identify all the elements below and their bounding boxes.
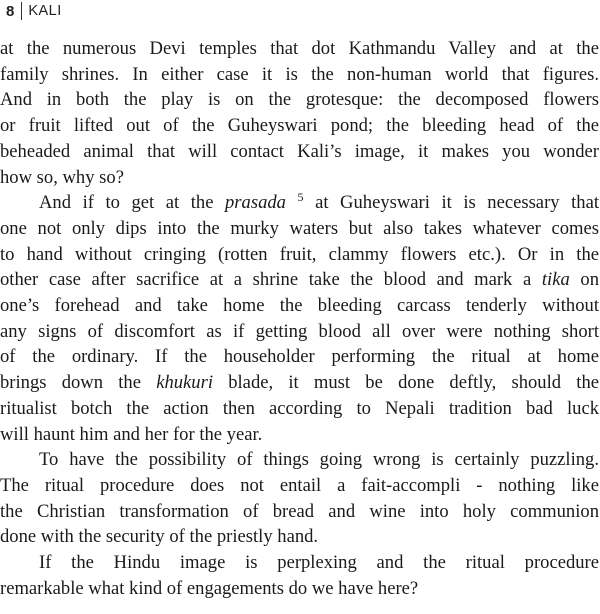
text-line: one not only dips into the murky waters but also takes whatever comes	[0, 217, 599, 239]
text-line: any signs of discomfort as if getting blood all over were nothing short	[0, 320, 599, 342]
text-line: to hand without cringing (rotten fruit, clammy flowers etc.). Or in the	[0, 243, 599, 265]
paragraph-3	[0, 447, 599, 550]
page-header	[6, 1, 62, 21]
paragraph-4	[0, 550, 599, 601]
paragraph-1	[0, 36, 599, 190]
italic-term-prasada: prasada	[225, 192, 286, 214]
text-line: will haunt him and her for the year.	[0, 423, 263, 445]
italic-term-khukuri: khukuri	[156, 372, 213, 394]
text-line: of the ordinary. If the householder performing the ritual at home	[0, 346, 599, 368]
text-line: at the numerous Devi temples that dot Kathmandu Valley and at the	[0, 38, 599, 59]
text-run: brings down the	[0, 372, 157, 394]
text-line: one’s forehead and take home the bleeding carcass tenderly without	[0, 295, 599, 317]
text-line: ritualist botch the action then according to Nepali tradition bad luck	[0, 397, 599, 419]
text-run: at Guheyswari it is necessary that	[303, 192, 599, 214]
text-line: If the Hindu image is perplexing and the ritual procedure	[39, 552, 599, 574]
text-run: other case after sacrifice at a shrine take the blood and mark a	[0, 269, 542, 291]
italic-term-tika: tika	[541, 269, 570, 291]
text-line: or fruit lifted out of the Guheyswari pond; the bleeding head of the	[0, 115, 599, 137]
page-number: 8	[6, 2, 15, 20]
footnote-ref[interactable]: 5	[297, 190, 304, 205]
body-text	[0, 36, 599, 601]
text-line: the Christian transformation of bread and wine into holy communion	[0, 500, 599, 522]
running-head: KALI	[28, 3, 62, 19]
text-line: family shrines. In either case it is the non-human world that figures.	[0, 63, 599, 85]
text-line: beheaded animal that will contact Kali’s image, it makes you wonder	[0, 140, 599, 162]
text-line: remarkable what kind of engagements do we have here?	[0, 577, 419, 599]
text-run: on	[569, 269, 599, 291]
paragraph-2	[0, 190, 599, 447]
header-divider	[21, 2, 22, 20]
text-line: To have the possibility of things going wrong is certainly puzzling.	[39, 449, 599, 471]
text-line: And in both the play is on the grotesque: the decomposed flowers	[0, 89, 599, 111]
text-line: The ritual procedure does not entail a fait-accompli - nothing like	[0, 474, 599, 496]
text-line	[0, 190, 599, 216]
text-run: blade, it must be done deftly, should the	[213, 372, 599, 394]
text-line: how so, why so?	[0, 166, 124, 188]
text-line: done with the security of the priestly hand.	[0, 526, 319, 548]
text-line	[0, 267, 599, 293]
text-line	[0, 370, 599, 396]
text-run: And if to get at the	[39, 192, 225, 214]
